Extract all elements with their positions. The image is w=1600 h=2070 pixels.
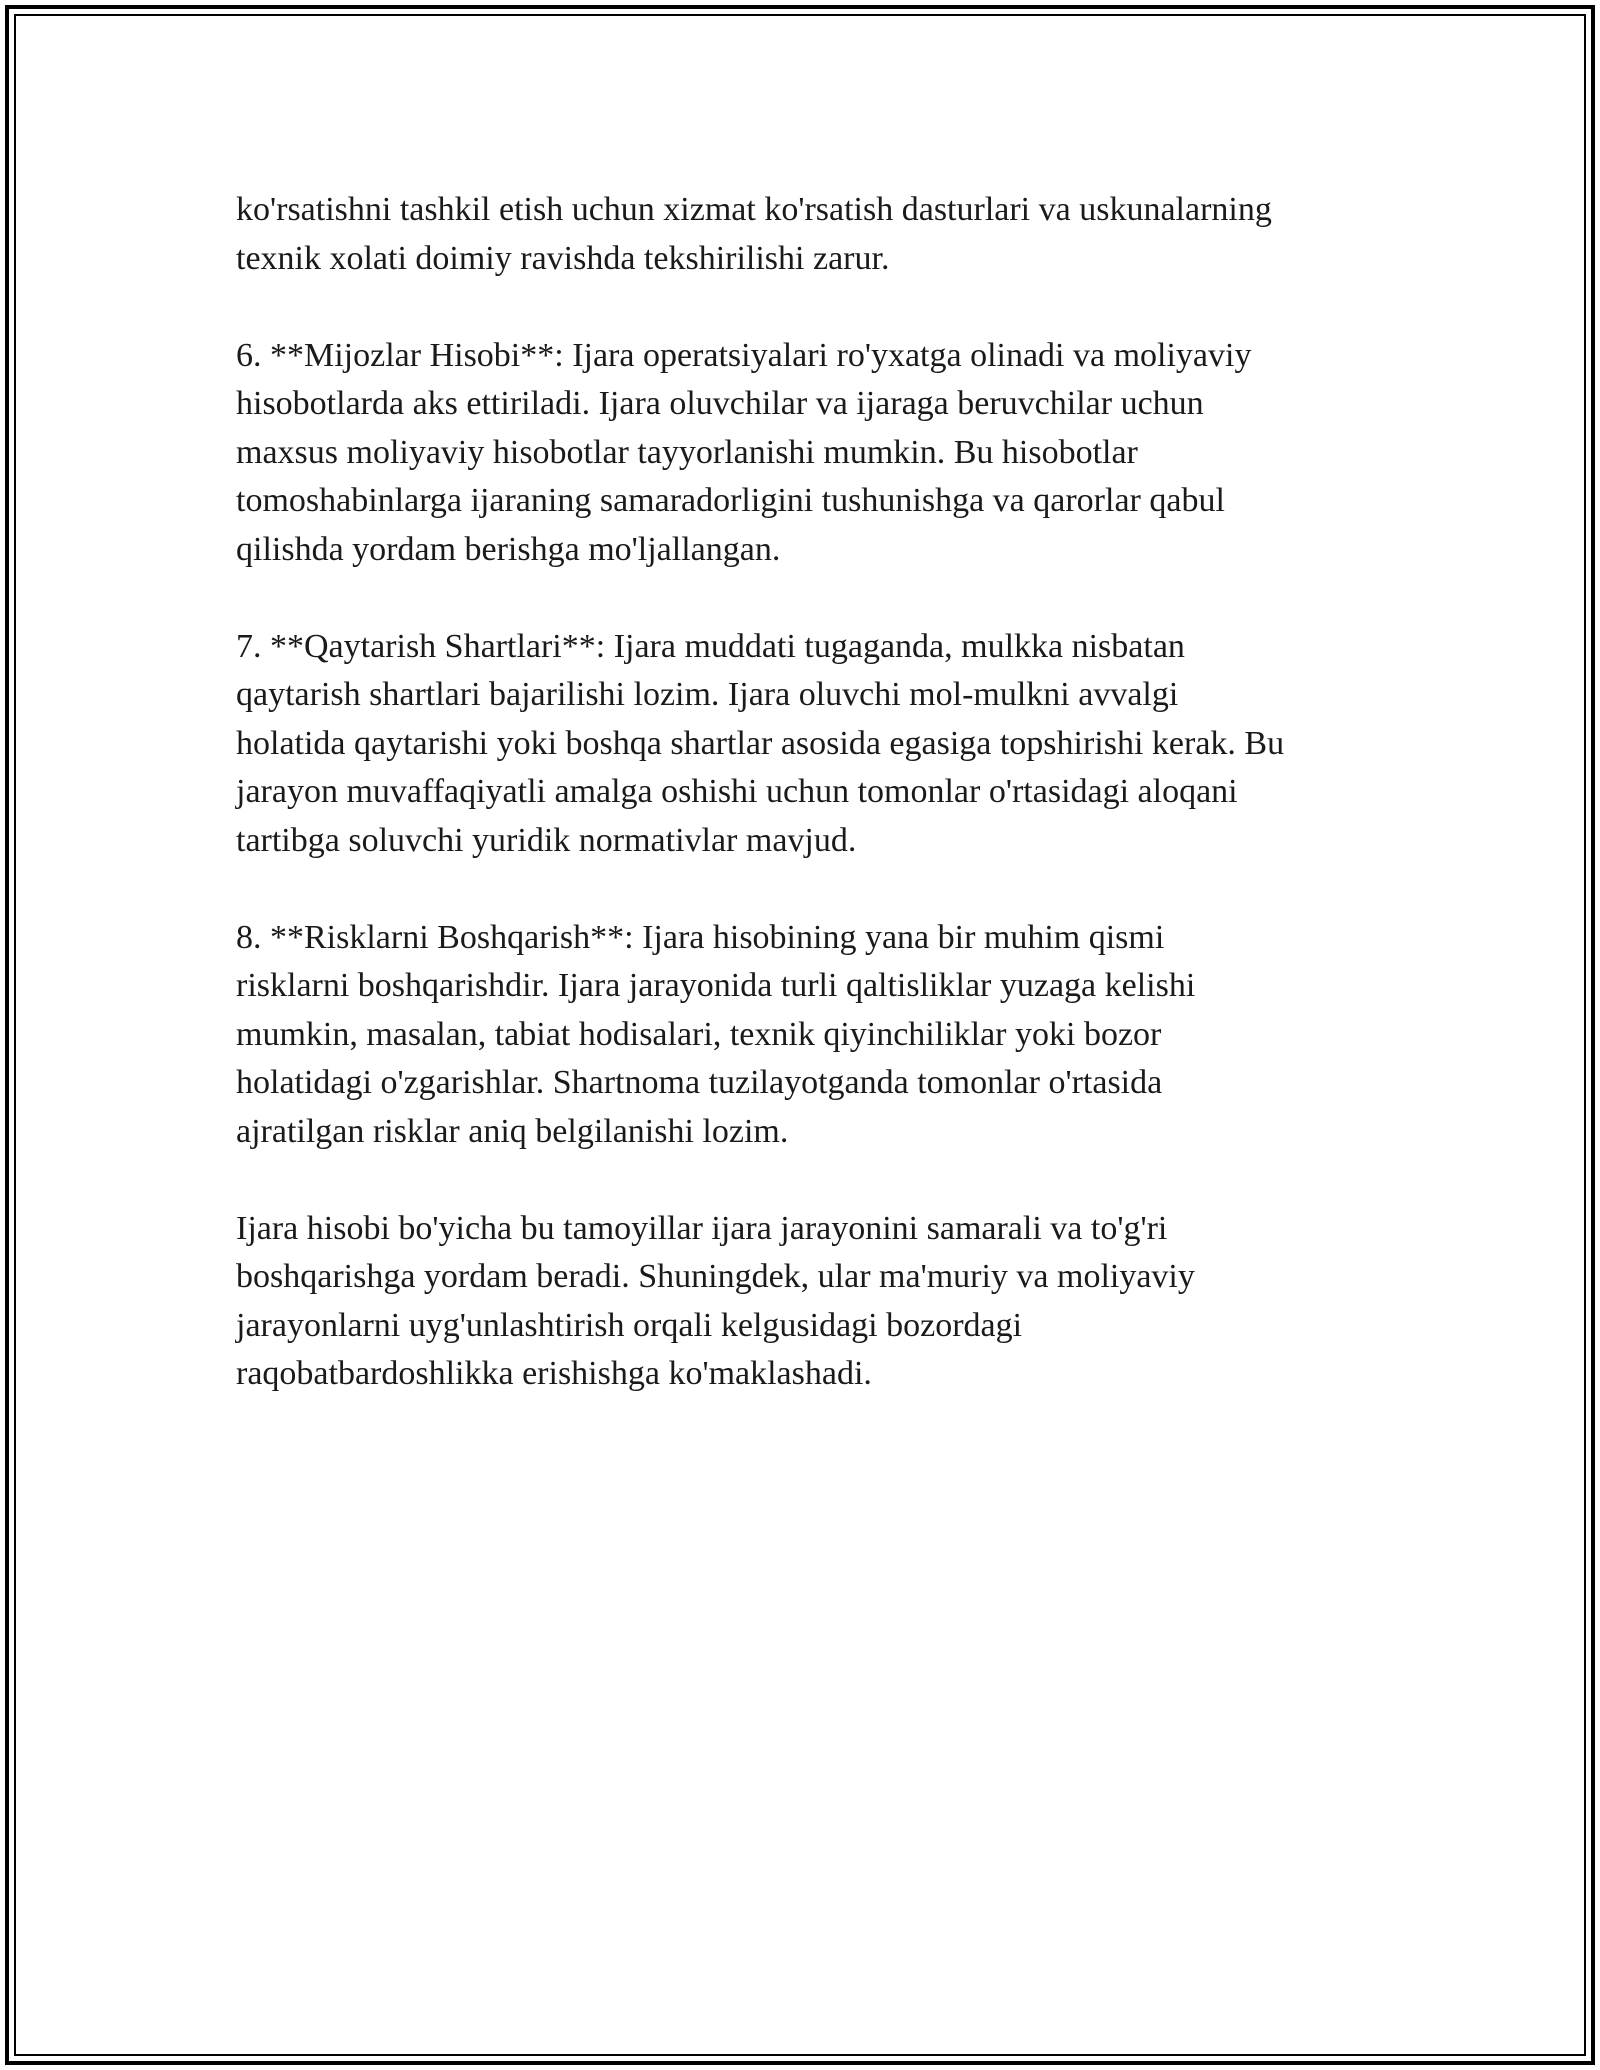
- text-line: ko'rsatishni tashkil etish uchun xizmat ko'rsatish dasturlari va uskunalarning: [236, 191, 1272, 228]
- text-line: maxsus moliyaviy hisobotlar tayyorlanishi mumkin. Bu hisobotlar: [236, 433, 1138, 471]
- text-line: risklarni boshqarishdir. Ijara jarayonida turli qaltisliklar yuzaga kelishi: [236, 967, 1196, 1004]
- text-line: qaytarish shartlari bajarilishi lozim. Ijara oluvchi mol-mulkni avvalgi: [236, 676, 1179, 713]
- text-line: ajratilgan risklar aniq belgilanishi lozim.: [236, 1112, 789, 1150]
- text-line: jarayonlarni uyg'unlashtirish orqali kelgusidagi bozordagi: [236, 1306, 1023, 1344]
- text-line: holatida qaytarishi yoki boshqa shartlar asosida egasiga topshirishi kerak. Bu: [236, 724, 1285, 762]
- document-body: [236, 186, 1386, 1447]
- text-line: texnik xolati doimiy ravishda tekshirilishi zarur.: [236, 239, 890, 277]
- text-line: raqobatbardoshlikka erishishga ko'maklashadi.: [236, 1355, 872, 1392]
- text-line: boshqarishga yordam beradi. Shuningdek, ular ma'muriy va moliyaviy: [236, 1258, 1195, 1295]
- text-line: Ijara hisobi bo'yicha bu tamoyillar ijara jarayonini samarali va to'g'ri: [236, 1209, 1168, 1247]
- text-line: holatidagi o'zgarishlar. Shartnoma tuzilayotganda tomonlar o'rtasida: [236, 1064, 1163, 1101]
- text-line: mumkin, masalan, tabiat hodisalari, texnik qiyinchiliklar yoki bozor: [236, 1015, 1162, 1053]
- text-line: tartibga soluvchi yuridik normativlar mavjud.: [236, 821, 857, 859]
- paragraph-conclusion: [236, 1205, 1386, 1399]
- paragraph-risklarni-boshqarish: [236, 914, 1386, 1157]
- paragraph-mijozlar-hisobi: [236, 332, 1386, 575]
- text-line: tomoshabinlarga ijaraning samaradorligini tushunishga va qarorlar qabul: [236, 482, 1225, 519]
- text-line: qilishda yordam berishga mo'ljallangan.: [236, 530, 781, 568]
- text-line: 7. **Qaytarish Shartlari**: Ijara muddati tugaganda, mulkka nisbatan: [236, 627, 1185, 665]
- text-line: 6. **Mijozlar Hisobi**: Ijara operatsiyalari ro'yxatga olinadi va moliyaviy: [236, 336, 1252, 374]
- text-line: jarayon muvaffaqiyatli amalga oshishi uchun tomonlar o'rtasidagi aloqani: [236, 773, 1238, 810]
- paragraph-continuation: [236, 186, 1386, 283]
- text-line: hisobotlarda aks ettiriladi. Ijara oluvchilar va ijaraga beruvchilar uchun: [236, 385, 1204, 422]
- paragraph-qaytarish-shartlari: [236, 623, 1386, 866]
- text-line: 8. **Risklarni Boshqarish**: Ijara hisobining yana bir muhim qismi: [236, 918, 1165, 956]
